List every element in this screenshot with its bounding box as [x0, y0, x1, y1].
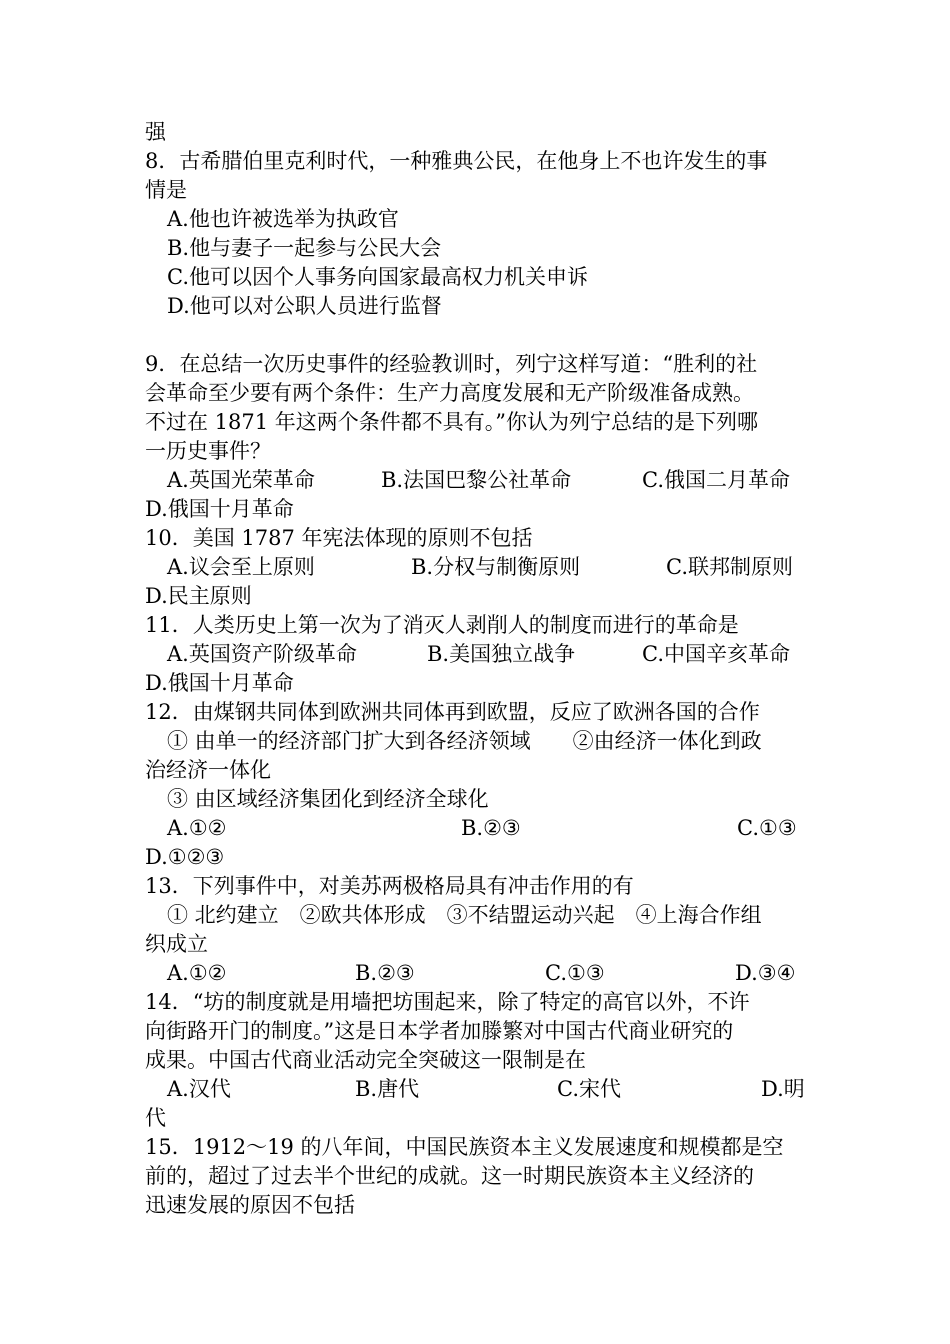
question-15-stem-cont: 迅速发展的原因不包括: [145, 1193, 355, 1217]
question-9-stem-cont: 会革命至少要有两个条件：生产力高度发展和无产阶级准备成熟。: [145, 381, 754, 405]
question-8-option-a: A.他也许被选举为执政官: [167, 207, 399, 231]
question-12-option-a: A.①②: [167, 816, 227, 840]
question-12-option-c: C.①③: [737, 816, 797, 840]
question-14-option-b: B.唐代: [355, 1077, 420, 1101]
question-9-options: [145, 466, 807, 495]
question-9-option-d: D.俄国十月革命: [145, 497, 294, 521]
question-13-items-cont: 织成立: [145, 932, 208, 956]
question-14-option-a: A.汉代: [167, 1077, 231, 1101]
question-13-option-d: D.③④: [735, 961, 796, 985]
question-9-option-a: A.英国光荣革命: [167, 468, 315, 492]
question-14-option-c: C.宋代: [557, 1077, 621, 1101]
question-11-option-d: D.俄国十月革命: [145, 671, 294, 695]
question-12-options: [145, 814, 807, 843]
question-8-option-c: C.他可以因个人事务向国家最高权力机关申诉: [167, 265, 588, 289]
blank-line: [145, 321, 807, 350]
question-13-stem: 13．下列事件中，对美苏两极格局具有冲击作用的有: [145, 874, 634, 898]
question-12-option-d: D.①②③: [145, 845, 225, 869]
question-8-stem-cont: 情是: [145, 178, 187, 202]
question-11-stem: 11．人类历史上第一次为了消灭人剥削人的制度而进行的革命是: [145, 613, 739, 637]
question-13-option-a: A.①②: [167, 961, 227, 985]
question-13-items: ① 北约建立 ②欧共体形成 ③不结盟运动兴起 ④上海合作组: [167, 903, 762, 927]
question-8-stem: 8．古希腊伯里克利时代，一种雅典公民，在他身上不也许发生的事: [145, 149, 768, 173]
question-10-option-a: A.议会至上原则: [167, 555, 315, 579]
question-12-item-cont: 治经济一体化: [145, 758, 271, 782]
question-9-option-b: B.法国巴黎公社革命: [381, 468, 572, 492]
document-page: [145, 118, 807, 1220]
question-12-stem: 12．由煤钢共同体到欧洲共同体再到欧盟，反应了欧洲各国的合作: [145, 700, 760, 724]
question-9-option-c: C.俄国二月革命: [642, 468, 790, 492]
question-10-stem: 10．美国 1787 年宪法体现的原则不包括: [145, 526, 533, 550]
question-13-option-b: B.②③: [355, 961, 415, 985]
question-12-option-b: B.②③: [461, 816, 521, 840]
question-11-options: [145, 640, 807, 669]
question-14-stem-cont: 向街路开门的制度。”这是日本学者加滕繁对中国古代商业研究的: [145, 1019, 734, 1043]
question-13-options: [145, 959, 807, 988]
question-11-option-b: B.美国独立战争: [427, 642, 576, 666]
question-12-item: ① 由单一的经济部门扩大到各经济领域 ②由经济一体化到政: [167, 729, 762, 753]
question-9-stem: 9．在总结一次历史事件的经验教训时，列宁这样写道：“胜利的社: [145, 352, 758, 376]
question-10-option-d: D.民主原则: [145, 584, 252, 608]
question-10-option-c: C.联邦制原则: [666, 555, 793, 579]
question-14-stem: 14．“坊的制度就是用墙把坊围起来，除了特定的高官以外，不许: [145, 990, 750, 1014]
question-9-stem-cont: 不过在 1871 年这两个条件都不具有。”你认为列宁总结的是下列哪: [145, 410, 759, 434]
question-10-option-b: B.分权与制衡原则: [411, 555, 581, 579]
question-8-option-b: B.他与妻子一起参与公民大会: [167, 236, 442, 260]
question-15-stem-cont: 前的，超过了过去半个世纪的成就。这一时期民族资本主义经济的: [145, 1164, 754, 1188]
question-10-options: [145, 553, 807, 582]
question-8-option-d: D.他可以对公职人员进行监督: [167, 294, 442, 318]
question-15-stem: 15．1912～19 的八年间，中国民族资本主义发展速度和规模都是空: [145, 1135, 784, 1159]
question-14-option-d-cont: 代: [145, 1106, 166, 1130]
question-14-option-d: D.明: [761, 1077, 805, 1101]
question-9-stem-cont: 一历史事件？: [145, 439, 271, 463]
question-11-option-a: A.英国资产阶级革命: [167, 642, 357, 666]
question-14-stem-cont: 成果。中国古代商业活动完全突破这一限制是在: [145, 1048, 586, 1072]
question-11-option-c: C.中国辛亥革命: [642, 642, 790, 666]
question-14-options: [145, 1075, 807, 1104]
question-13-option-c: C.①③: [545, 961, 605, 985]
question-12-item: ③ 由区域经济集团化到经济全球化: [167, 787, 489, 811]
text-line: 强: [145, 120, 166, 144]
